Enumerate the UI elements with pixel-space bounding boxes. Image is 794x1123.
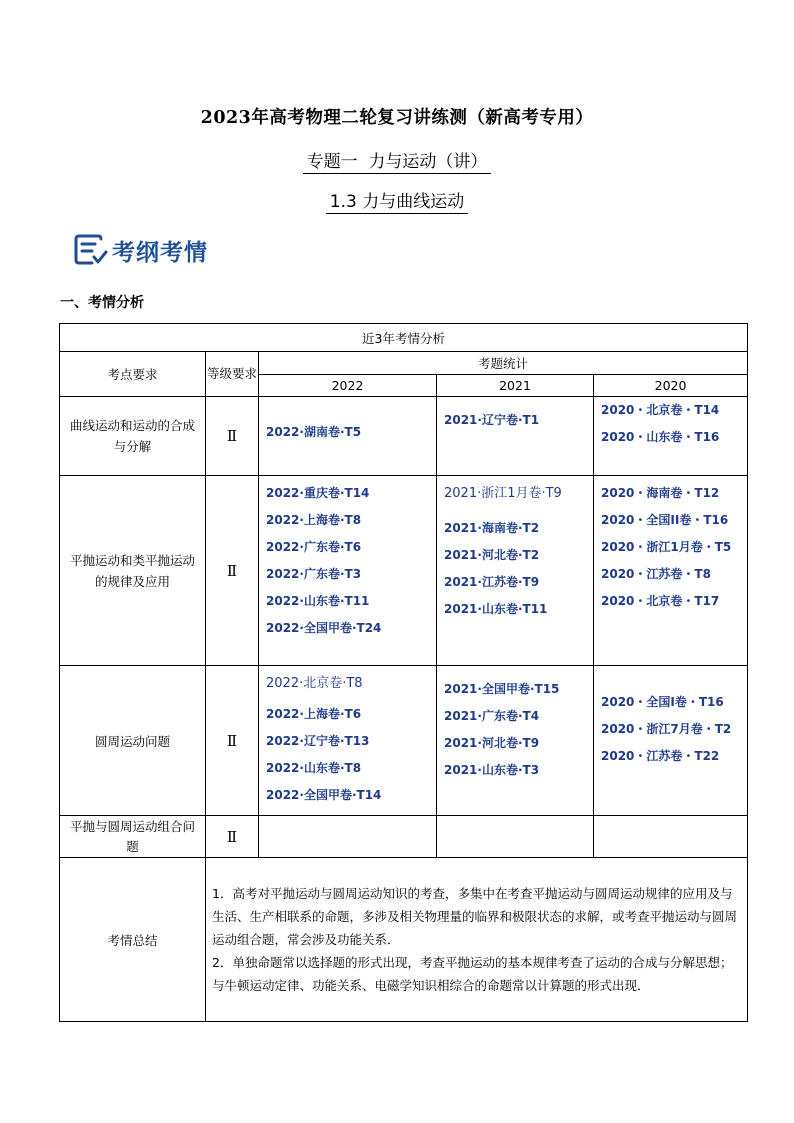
exam-ref: 2021·浙江1月卷·T9 (444, 486, 562, 501)
point-cell: 平抛与圆周运动组合问题 (60, 816, 206, 858)
refs-2020 (594, 397, 748, 476)
exam-ref: 2021·广东卷·T4 (444, 709, 540, 723)
refs-2022 (259, 476, 437, 666)
header-year-2022: 2022 (259, 375, 437, 397)
banner (72, 232, 208, 268)
summary-cell (206, 858, 748, 1022)
exam-ref: 2021·海南卷·T2 (444, 521, 540, 535)
refs-2022 (259, 666, 437, 816)
header-year-2021: 2021 (437, 375, 594, 397)
summary-paragraph: 1．高考对平抛运动与圆周运动知识的考查，多集中在考查平抛运动与圆周运动规律的应用及与生活、生产相联系的命题，多涉及相关物理量的临界和极限状态的求解，或考查平抛运动与圆周运动组合题，常会涉及功能关系． (212, 886, 738, 947)
exam-ref: 2020・浙江7月卷・T2 (601, 722, 732, 736)
exam-ref: 2022·山东卷·T11 (266, 594, 370, 608)
exam-ref: 2021·辽宁卷·T1 (444, 413, 540, 427)
exam-analysis-table (59, 323, 748, 1022)
exam-ref: 2022·广东卷·T6 (266, 540, 362, 554)
document-list-icon (72, 233, 108, 267)
point-cell: 平抛运动和类平抛运动的规律及应用 (60, 476, 206, 666)
subtitle-text: 专题一 力与运动（讲） (303, 147, 492, 174)
refs-2020-empty (594, 816, 748, 858)
exam-ref: 2021·山东卷·T11 (444, 602, 548, 616)
exam-ref: 2021·江苏卷·T9 (444, 575, 540, 589)
exam-ref: 2020・北京卷・T14 (601, 403, 720, 417)
refs-2021 (437, 397, 594, 476)
exam-ref: 2020・全国I卷・T16 (601, 695, 724, 709)
level-cell: Ⅱ (206, 666, 259, 816)
exam-ref: 2020・山东卷・T16 (601, 430, 720, 444)
refs-2021-empty (437, 816, 594, 858)
exam-ref: 2022·全国甲卷·T14 (266, 788, 382, 802)
refs-2022-empty (259, 816, 437, 858)
exam-ref: 2020・海南卷・T12 (601, 486, 720, 500)
exam-ref: 2021·河北卷·T9 (444, 736, 540, 750)
section-title-text: 1.3 力与曲线运动 (326, 187, 468, 214)
banner-title: 考纲考情 (112, 239, 208, 266)
header-level: 等级要求 (206, 352, 259, 397)
exam-ref: 2022·湖南卷·T5 (266, 425, 362, 439)
exam-ref: 2020・江苏卷・T8 (601, 567, 711, 581)
point-cell: 圆周运动问题 (60, 666, 206, 816)
exam-ref: 2021·山东卷·T3 (444, 763, 540, 777)
exam-ref: 2021·全国甲卷·T15 (444, 682, 560, 696)
level-cell: Ⅱ (206, 476, 259, 666)
subtitle (0, 147, 794, 174)
refs-2020 (594, 666, 748, 816)
summary-label: 考情总结 (60, 858, 206, 1022)
header-point: 考点要求 (60, 352, 206, 397)
point-cell: 曲线运动和运动的合成与分解 (60, 397, 206, 476)
exam-ref: 2020・浙江1月卷・T5 (601, 540, 732, 554)
section-title (0, 187, 794, 214)
main-title: 2023年高考物理二轮复习讲练测（新高考专用） (200, 108, 594, 128)
level-cell: Ⅱ (206, 816, 259, 858)
exam-ref: 2020・北京卷・T17 (601, 594, 720, 608)
exam-ref: 2022·上海卷·T6 (266, 707, 362, 721)
refs-2021 (437, 476, 594, 666)
table-caption: 近3年考情分析 (60, 324, 748, 352)
header-year-2020: 2020 (594, 375, 748, 397)
exam-ref: 2022·上海卷·T8 (266, 513, 362, 527)
exam-ref: 2022·北京卷·T8 (266, 676, 363, 691)
refs-2021 (437, 666, 594, 816)
exam-ref: 2020・江苏卷・T22 (601, 749, 720, 763)
level-cell: Ⅱ (206, 397, 259, 476)
exam-ref: 2021·河北卷·T2 (444, 548, 540, 562)
exam-ref: 2022·山东卷·T8 (266, 761, 362, 775)
exam-ref: 2020・全国II卷・T16 (601, 513, 729, 527)
header-stats: 考题统计 (259, 352, 748, 375)
refs-2020 (594, 476, 748, 666)
exam-ref: 2022·重庆卷·T14 (266, 486, 370, 500)
section-heading: 一、考情分析 (60, 295, 144, 311)
exam-ref: 2022·广东卷·T3 (266, 567, 362, 581)
exam-ref: 2022·辽宁卷·T13 (266, 734, 370, 748)
summary-paragraph: 2．单独命题常以选择题的形式出现，考查平抛运动的基本规律考查了运动的合成与分解思想；与牛顿运动定律、功能关系、电磁学知识相综合的命题常以计算题的形式出现． (212, 955, 733, 993)
exam-ref: 2022·全国甲卷·T24 (266, 621, 382, 635)
refs-2022 (259, 397, 437, 476)
